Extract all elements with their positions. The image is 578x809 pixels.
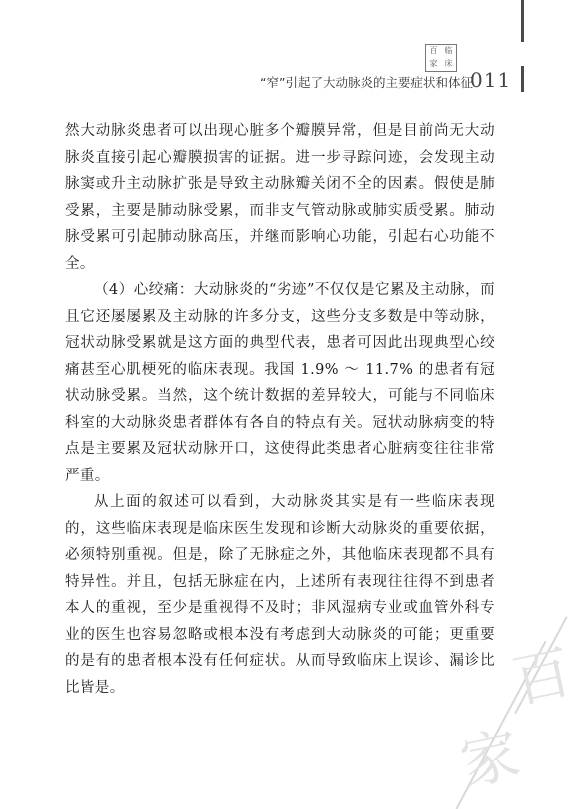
paragraph-summary: 从上面的叙述可以看到，大动脉炎其实是有一些临床表现的，这些临床表现是临床医生发现和诊断大动脉炎的重要依据，必须特别重视。但是，除了无脉症之外，其他临床表现都不具有特异性。并且，包括无脉症在内，上述所有表现往往得不到患者本人的重视，至少是重视得不及时；非风湿病专业或血管外科专业的医生也容易忽略或根本没有考虑到大动脉炎的可能；更重要的是有的患者根本没有任何症状。从而导致临床上误诊、漏诊比比皆是。 [65, 494, 495, 696]
logo-char: 家 [429, 59, 438, 68]
series-logo [425, 44, 457, 72]
running-head: “窄”引起了大动脉炎的主要症状和体征 [260, 75, 473, 90]
paragraph-continued: 然大动脉炎患者可以出现心脏多个瓣膜异常，但是目前尚无大动脉炎直接引起心瓣膜损害的证据。进一步寻踪问迹，会发现主动脉窦或升主动脉扩张是导致主动脉瓣关闭不全的因素。假使是肺受累，主要是肺动脉受累，而非支气管动脉或肺实质受累。肺动脉受累可引起肺动脉高压，并继而影响心功能，引起右心功能不全。 [65, 123, 495, 272]
page-number: 011 [470, 68, 512, 92]
logo-char: 百 [429, 46, 438, 55]
body-text [65, 118, 495, 701]
paragraph-angina: （4）心绞痛：大动脉炎的“劣迹”不仅仅是它累及主动脉，而且它还屡屡累及主动脉的许多分支，这些分支多数是中等动脉，冠状动脉受累就是这方面的典型代表，患者可因此出现典型心绞痛甚至心肌梗死的临床表现。我国 1.9% ～ 11.7% 的患者有冠状动脉受累。当然，这个统计数据的差异较大，可能与不同临床科室的大动脉炎患者群体有各自的特点有关。冠状动脉病变的特点是主要累及冠状动脉开口，这使得此类患者心脏病变往往非常严重。 [65, 282, 495, 484]
watermark [440, 620, 578, 800]
header-page-rule [521, 66, 524, 92]
logo-char: 床 [444, 59, 453, 68]
logo-char: 临 [444, 46, 453, 55]
page-header [0, 0, 567, 110]
watermark-char: 百 [506, 637, 578, 717]
header-top-rule [521, 0, 524, 42]
watermark-char: 家 [454, 719, 526, 799]
